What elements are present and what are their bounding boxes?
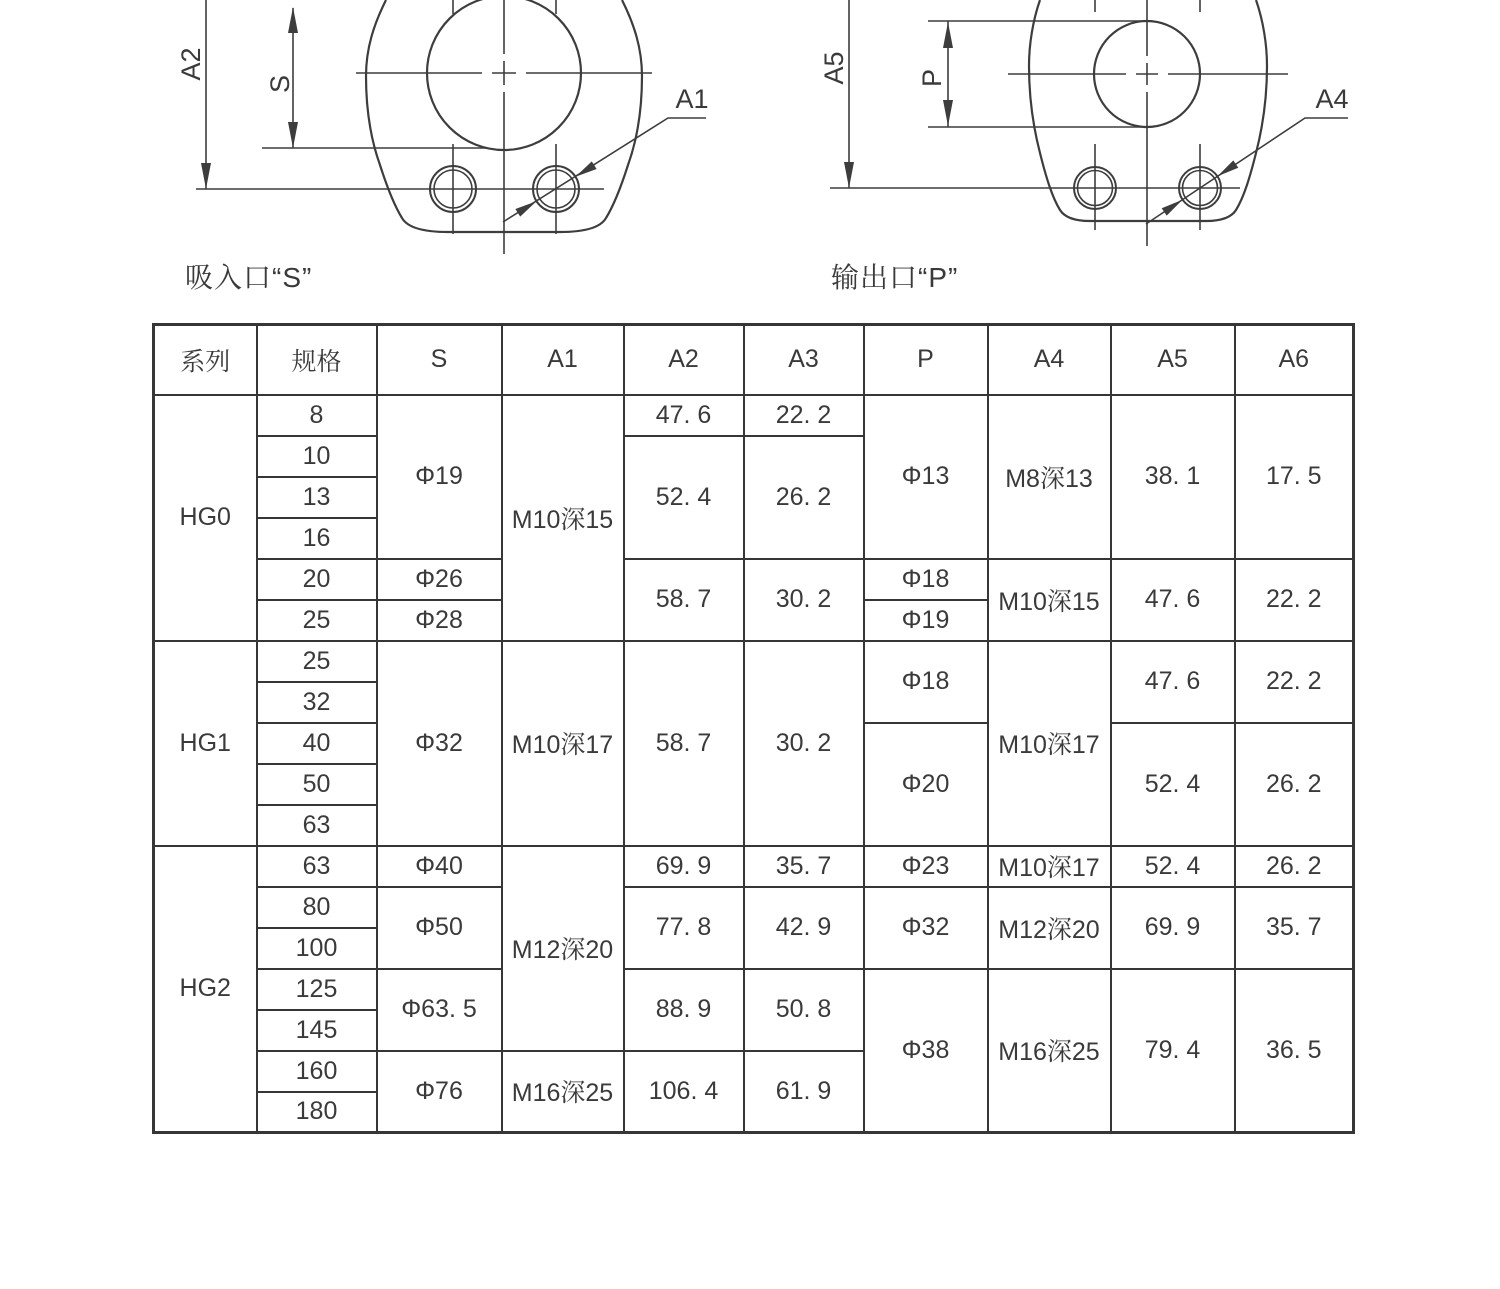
- table-cell: 47. 6: [624, 395, 744, 436]
- table-cell: 26. 2: [744, 436, 864, 559]
- a1-leader: [503, 84, 709, 222]
- header-cell: A5: [1111, 325, 1235, 395]
- port-drawings: [0, 0, 1500, 300]
- table-cell: 26. 2: [1235, 846, 1354, 887]
- table-cell: 42. 9: [744, 887, 864, 969]
- table-cell: M12深20: [502, 846, 624, 1051]
- header-cell: A1: [502, 325, 624, 395]
- table-cell: 106. 4: [624, 1051, 744, 1133]
- table-cell: 22. 2: [1235, 559, 1354, 641]
- table-cell: Φ13: [864, 395, 988, 559]
- a2-dimension-label: A2: [176, 47, 206, 81]
- table-cell: M16深25: [988, 969, 1111, 1133]
- table-cell: 10: [257, 436, 377, 477]
- header-cell: A3: [744, 325, 864, 395]
- table-cell: M10深17: [988, 846, 1111, 887]
- table-cell: 38. 1: [1111, 395, 1235, 559]
- table-row: [154, 846, 1354, 887]
- table-cell: 69. 9: [624, 846, 744, 887]
- a5-dimension: [819, 0, 854, 188]
- table-cell: 63: [257, 805, 377, 846]
- header-cell: 系列: [154, 325, 257, 395]
- table-cell: 30. 2: [744, 641, 864, 846]
- table-cell: Φ32: [864, 887, 988, 969]
- table-cell: 47. 6: [1111, 559, 1235, 641]
- table-cell: 58. 7: [624, 641, 744, 846]
- table-cell: 16: [257, 518, 377, 559]
- table-cell: 125: [257, 969, 377, 1010]
- table-cell: 61. 9: [744, 1051, 864, 1133]
- header-cell: S: [377, 325, 502, 395]
- table-cell: 36. 5: [1235, 969, 1354, 1133]
- suction-port-drawing: [176, 0, 709, 254]
- table-cell: Φ18: [864, 559, 988, 600]
- header-cell: 规格: [257, 325, 377, 395]
- table-cell: M10深17: [502, 641, 624, 846]
- table-cell: 52. 4: [1111, 723, 1235, 846]
- table-body: [154, 395, 1354, 1133]
- table-cell: 8: [257, 395, 377, 436]
- table-cell: 17. 5: [1235, 395, 1354, 559]
- table-cell: M12深20: [988, 887, 1111, 969]
- a4-leader-label: A4: [1315, 84, 1349, 114]
- spec-table: [152, 323, 1355, 1134]
- table-cell: 80: [257, 887, 377, 928]
- table-cell: M16深25: [502, 1051, 624, 1133]
- table-cell: M10深15: [988, 559, 1111, 641]
- table-cell: 63: [257, 846, 377, 887]
- table-cell: 35. 7: [1235, 887, 1354, 969]
- suction-port-caption: 吸入口“S”: [185, 262, 313, 293]
- table-cell: 52. 4: [624, 436, 744, 559]
- table-cell: 79. 4: [1111, 969, 1235, 1133]
- table-cell: 50: [257, 764, 377, 805]
- table-cell: 13: [257, 477, 377, 518]
- table-row: [154, 395, 1354, 436]
- table-cell: HG2: [154, 846, 257, 1133]
- table-cell: 145: [257, 1010, 377, 1051]
- table-cell: 26. 2: [1235, 723, 1354, 846]
- table-cell: 58. 7: [624, 559, 744, 641]
- table-cell: 25: [257, 641, 377, 682]
- table-cell: 32: [257, 682, 377, 723]
- bore-centerlines: [1008, 0, 1288, 246]
- table-cell: Φ76: [377, 1051, 502, 1133]
- table-cell: 22. 2: [744, 395, 864, 436]
- table-cell: Φ28: [377, 600, 502, 641]
- header-cell: P: [864, 325, 988, 395]
- table-cell: 52. 4: [1111, 846, 1235, 887]
- table-cell: HG1: [154, 641, 257, 846]
- table-cell: 160: [257, 1051, 377, 1092]
- table-cell: 88. 9: [624, 969, 744, 1051]
- output-port-drawing: [819, 0, 1349, 246]
- table-cell: Φ23: [864, 846, 988, 887]
- table-cell: M10深15: [502, 395, 624, 641]
- table-row: [154, 641, 1354, 682]
- p-dimension-label: P: [917, 68, 947, 88]
- output-port-caption: 输出口“P”: [831, 262, 959, 293]
- s-dimension-label: S: [265, 74, 295, 94]
- table-cell: 100: [257, 928, 377, 969]
- table-header: [154, 325, 1354, 395]
- table-cell: Φ63. 5: [377, 969, 502, 1051]
- a4-leader: [1146, 84, 1349, 224]
- a5-dimension-label: A5: [819, 51, 849, 85]
- table-cell: 50. 8: [744, 969, 864, 1051]
- table-cell: 35. 7: [744, 846, 864, 887]
- table-row: [154, 559, 1354, 600]
- table-cell: Φ19: [864, 600, 988, 641]
- table-cell: Φ20: [864, 723, 988, 846]
- header-cell: A4: [988, 325, 1111, 395]
- table-cell: M8深13: [988, 395, 1111, 559]
- table-cell: Φ19: [377, 395, 502, 559]
- table-cell: M10深17: [988, 641, 1111, 846]
- table-cell: 22. 2: [1235, 641, 1354, 723]
- table-cell: 30. 2: [744, 559, 864, 641]
- table-cell: Φ32: [377, 641, 502, 846]
- table-cell: Φ50: [377, 887, 502, 969]
- s-dimension: [265, 7, 298, 148]
- table-cell: 40: [257, 723, 377, 764]
- table-cell: 180: [257, 1092, 377, 1133]
- table-cell: 20: [257, 559, 377, 600]
- table-cell: HG0: [154, 395, 257, 641]
- header-cell: A6: [1235, 325, 1354, 395]
- header-row: [154, 325, 1354, 395]
- header-cell: A2: [624, 325, 744, 395]
- a2-dimension: [176, 0, 211, 189]
- table-cell: 69. 9: [1111, 887, 1235, 969]
- table-cell: 77. 8: [624, 887, 744, 969]
- table-cell: Φ38: [864, 969, 988, 1133]
- table-cell: 25: [257, 600, 377, 641]
- table-row: [154, 887, 1354, 928]
- table-cell: Φ40: [377, 846, 502, 887]
- table-row: [154, 969, 1354, 1010]
- table-cell: Φ26: [377, 559, 502, 600]
- p-dimension: [917, 21, 953, 127]
- table-cell: Φ18: [864, 641, 988, 723]
- table-cell: 47. 6: [1111, 641, 1235, 723]
- a1-leader-label: A1: [675, 84, 709, 114]
